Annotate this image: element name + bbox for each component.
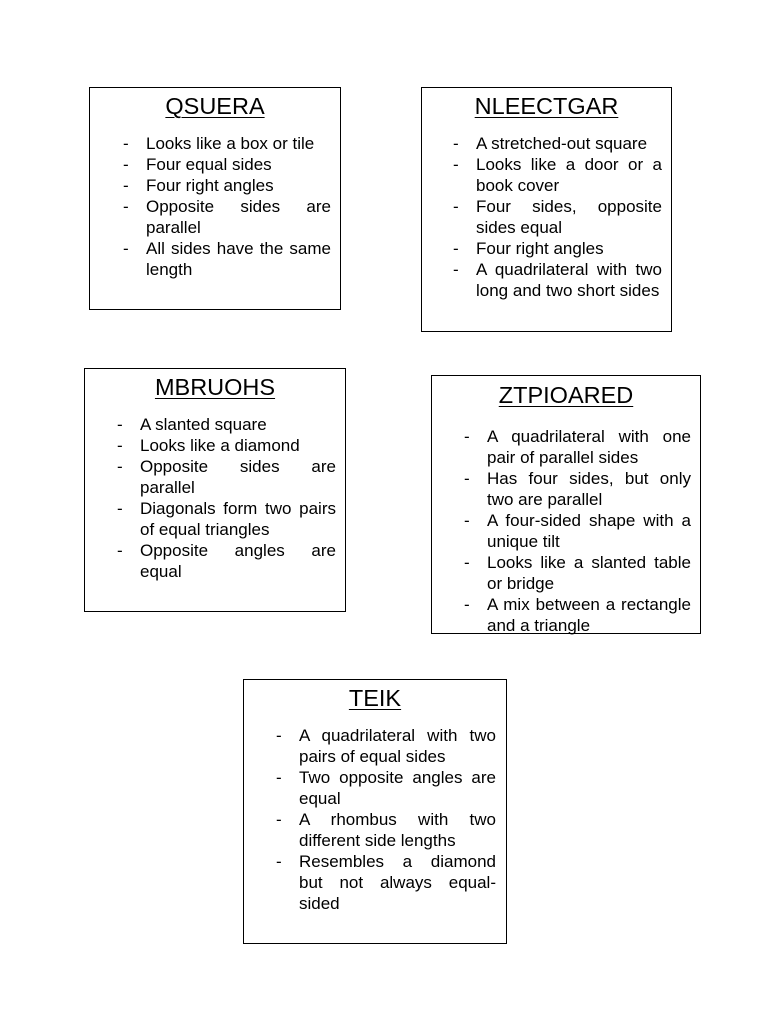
- list-item-text: Opposite angles are equal: [140, 541, 336, 581]
- bullet-dash: -: [117, 541, 123, 560]
- bullet-dash: -: [117, 457, 123, 476]
- bullet-dash: -: [464, 427, 470, 446]
- list-item-text: Looks like a door or a book cover: [476, 155, 662, 195]
- bullet-dash: -: [276, 726, 282, 745]
- bullet-list: [453, 133, 662, 301]
- bullet-dash: -: [453, 260, 459, 279]
- bullet-dash: -: [123, 239, 129, 258]
- list-item-text: Four right angles: [476, 239, 604, 258]
- list-item: [123, 238, 331, 280]
- list-item: [117, 435, 336, 456]
- list-item: [453, 259, 662, 301]
- list-item-text: Looks like a box or tile: [146, 134, 315, 153]
- list-item-text: Four equal sides: [146, 155, 272, 174]
- shape-card-nleectgar: [421, 87, 672, 332]
- list-item: [464, 468, 691, 510]
- bullet-list: [117, 414, 336, 582]
- shape-card-mbruohs: [84, 368, 346, 612]
- bullet-dash: -: [117, 499, 123, 518]
- bullet-dash: -: [117, 415, 123, 434]
- card-title: QSUERA: [165, 93, 265, 119]
- list-item: [464, 594, 691, 636]
- list-item: [276, 725, 496, 767]
- bullet-dash: -: [117, 436, 123, 455]
- list-item: [117, 414, 336, 435]
- list-item: [453, 154, 662, 196]
- card-title: ZTPIOARED: [498, 382, 634, 408]
- list-item-text: A quadrilateral with one pair of parallel sides: [487, 427, 691, 467]
- bullet-dash: -: [453, 134, 459, 153]
- list-item-text: Diagonals form two pairs of equal triangles: [140, 499, 336, 539]
- list-item: [464, 426, 691, 468]
- list-item-text: A mix between a rectangle and a triangle: [487, 595, 691, 635]
- list-item: [453, 133, 662, 154]
- list-item: [464, 510, 691, 552]
- list-item-text: Has four sides, but only two are parallel: [487, 469, 691, 509]
- bullet-dash: -: [123, 155, 129, 174]
- card-title: TEIK: [348, 685, 402, 711]
- list-item-text: Opposite sides are parallel: [146, 197, 331, 237]
- list-item: [276, 851, 496, 914]
- bullet-dash: -: [123, 197, 129, 216]
- bullet-dash: -: [464, 511, 470, 530]
- bullet-dash: -: [453, 239, 459, 258]
- list-item: [123, 133, 331, 154]
- shape-card-teik: [243, 679, 507, 944]
- bullet-dash: -: [464, 553, 470, 572]
- list-item-text: Two opposite angles are equal: [299, 768, 496, 808]
- list-item-text: A quadrilateral with two long and two short sides: [476, 260, 662, 300]
- bullet-dash: -: [464, 469, 470, 488]
- list-item-text: Four right angles: [146, 176, 274, 195]
- bullet-list: [276, 725, 496, 914]
- list-item: [117, 456, 336, 498]
- bullet-dash: -: [276, 768, 282, 787]
- bullet-dash: -: [276, 810, 282, 829]
- list-item: [123, 154, 331, 175]
- list-item-text: A four-sided shape with a unique tilt: [487, 511, 691, 551]
- list-item-text: A quadrilateral with two pairs of equal sides: [299, 726, 496, 766]
- bullet-list: [123, 133, 331, 280]
- card-title: NLEECTGAR: [474, 93, 619, 119]
- bullet-list: [464, 426, 691, 636]
- list-item-text: Resembles a diamond but not always equal-sided: [299, 852, 496, 913]
- list-item: [117, 540, 336, 582]
- list-item-text: Four sides, opposite sides equal: [476, 197, 662, 237]
- list-item: [276, 767, 496, 809]
- list-item-text: Looks like a diamond: [140, 436, 300, 455]
- bullet-dash: -: [123, 176, 129, 195]
- list-item: [453, 238, 662, 259]
- list-item: [453, 196, 662, 238]
- card-title: MBRUOHS: [154, 374, 276, 400]
- list-item-text: A rhombus with two different side lengths: [299, 810, 496, 850]
- list-item: [123, 175, 331, 196]
- shape-card-qsuera: [89, 87, 341, 310]
- list-item: [117, 498, 336, 540]
- bullet-dash: -: [453, 197, 459, 216]
- bullet-dash: -: [276, 852, 282, 871]
- list-item-text: Opposite sides are parallel: [140, 457, 336, 497]
- bullet-dash: -: [453, 155, 459, 174]
- list-item: [464, 552, 691, 594]
- list-item-text: A slanted square: [140, 415, 267, 434]
- list-item-text: Looks like a slanted table or bridge: [487, 553, 691, 593]
- list-item-text: All sides have the same length: [146, 239, 331, 279]
- list-item-text: A stretched-out square: [476, 134, 648, 153]
- list-item: [276, 809, 496, 851]
- bullet-dash: -: [464, 595, 470, 614]
- shape-card-ztpioared: [431, 375, 701, 634]
- bullet-dash: -: [123, 134, 129, 153]
- list-item: [123, 196, 331, 238]
